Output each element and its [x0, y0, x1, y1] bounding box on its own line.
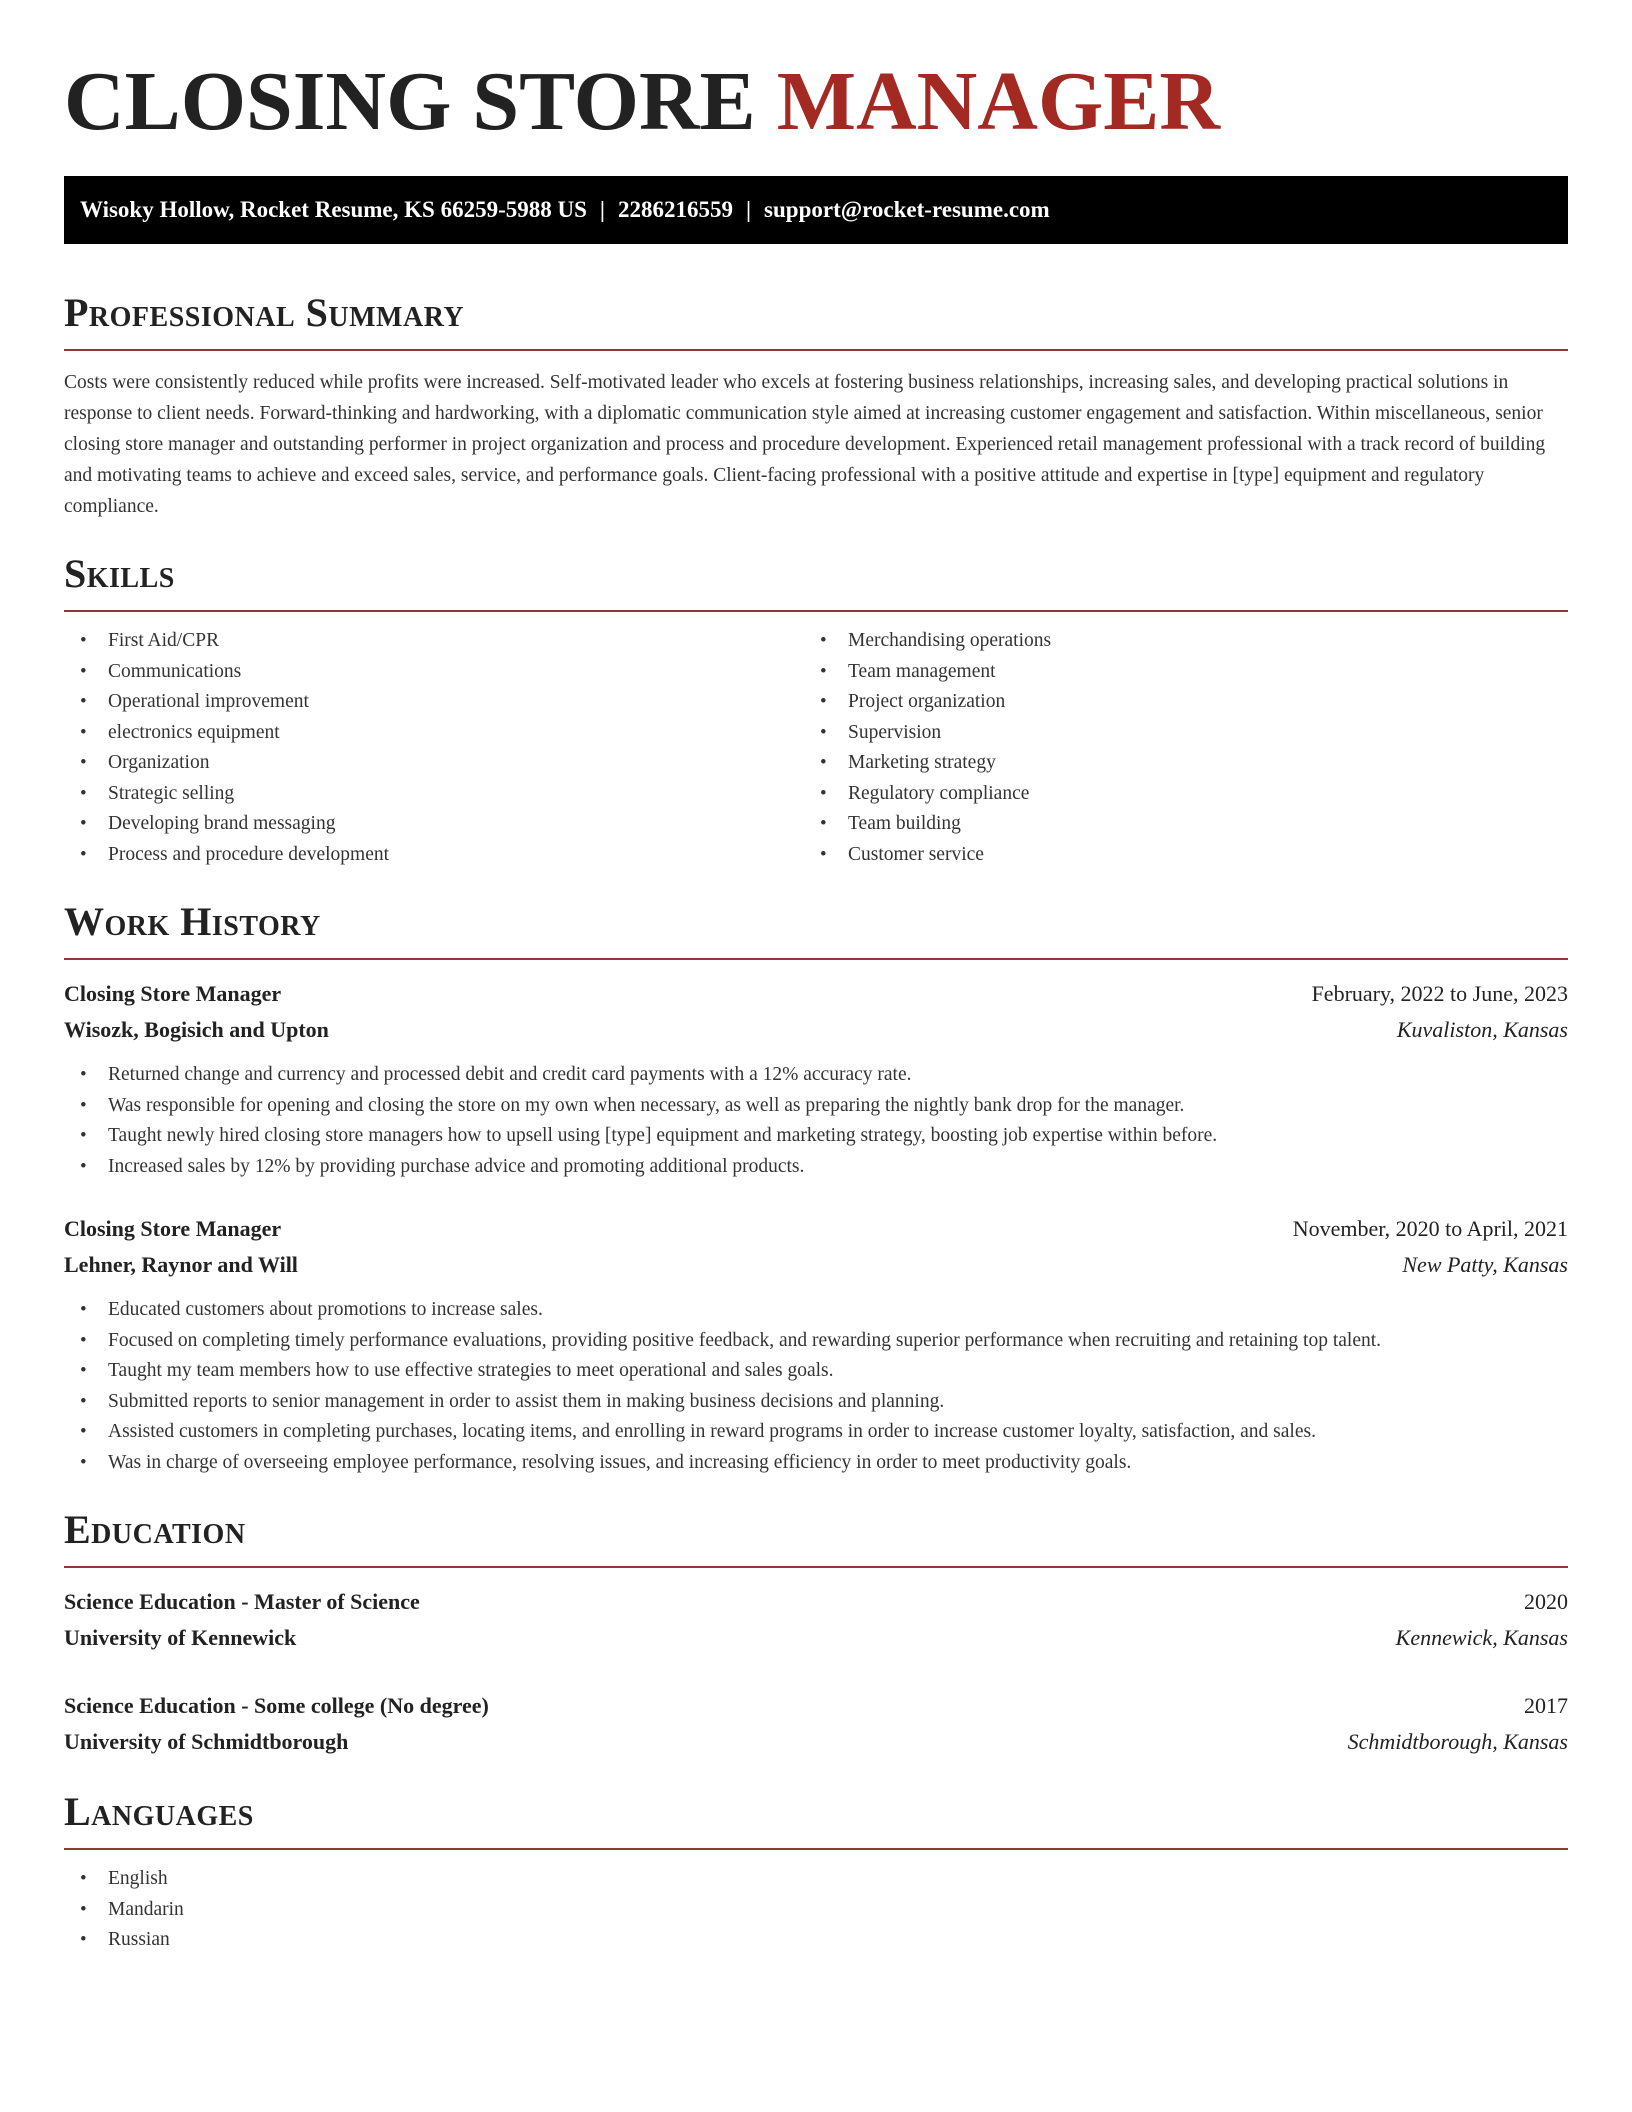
skills-columns: [64, 626, 1568, 870]
skills-section: [64, 550, 1568, 870]
skill-item: • Developing brand messaging: [64, 809, 804, 840]
skill-item: • First Aid/CPR: [64, 626, 804, 657]
education-location: Kennewick, Kansas: [1395, 1625, 1568, 1650]
job-bullet: • Focused on completing timely performance evaluations, providing positive feedback, and rewarding superior performance when recruiting and retaining top talent.: [64, 1326, 1568, 1357]
section-divider: [64, 958, 1568, 960]
job-bullet: • Assisted customers in completing purchases, locating items, and enrolling in reward programs in order to increase customer loyalty, satisfaction, and sales.: [64, 1417, 1568, 1448]
section-title-education: Education: [64, 1507, 246, 1552]
languages-list: [64, 1864, 1568, 1956]
contact-email: support@rocket-resume.com: [764, 197, 1050, 222]
education-entry: [64, 1584, 1568, 1656]
education-school: University of Kennewick: [64, 1625, 297, 1650]
language-item: • Russian: [64, 1925, 1568, 1956]
contact-bar: [64, 176, 1568, 244]
education-entry: [64, 1688, 1568, 1760]
job-bullet: • Was in charge of overseeing employee performance, resolving issues, and increasing efficiency in order to meet productivity goals.: [64, 1448, 1568, 1479]
job-bullet: • Taught my team members how to use effective strategies to meet operational and sales goals.: [64, 1356, 1568, 1387]
job-bullet: • Was responsible for opening and closing the store on my own when necessary, as well as preparing the nightly bank drop for the manager.: [64, 1091, 1568, 1122]
contact-separator: |: [599, 197, 605, 222]
contact-address: Wisoky Hollow, Rocket Resume, KS 66259-5988 US: [80, 197, 587, 222]
education-degree: Science Education - Master of Science: [64, 1589, 420, 1614]
language-item: • Mandarin: [64, 1895, 1568, 1926]
job-company: Lehner, Raynor and Will: [64, 1252, 298, 1277]
education-header: [64, 1584, 1568, 1620]
section-title-languages: Languages: [64, 1789, 254, 1834]
skill-item: • Process and procedure development: [64, 840, 804, 871]
skill-item: • Operational improvement: [64, 687, 804, 718]
skill-item: • Team building: [804, 809, 1544, 840]
education-school: University of Schmidtborough: [64, 1729, 349, 1754]
section-divider: [64, 1566, 1568, 1568]
education-year: 2020: [1524, 1589, 1568, 1614]
job-subheader: [64, 1012, 1568, 1048]
title-main: CLOSING STORE: [64, 55, 756, 148]
skill-item: • Organization: [64, 748, 804, 779]
contact-separator: |: [745, 197, 752, 222]
work-section: [64, 898, 1568, 1478]
skill-item: • Supervision: [804, 718, 1544, 749]
job-bullet: • Increased sales by 12% by providing purchase advice and promoting additional products.: [64, 1152, 1568, 1183]
skill-item: • Customer service: [804, 840, 1544, 871]
skill-item: • Team management: [804, 657, 1544, 688]
education-location: Schmidtborough, Kansas: [1347, 1729, 1568, 1754]
education-degree: Science Education - Some college (No degree): [64, 1693, 489, 1718]
education-subheader: [64, 1724, 1568, 1760]
contact-phone: 2286216559: [617, 197, 733, 222]
job-dates: February, 2022 to June, 2023: [1311, 981, 1568, 1006]
skill-item: • Project organization: [804, 687, 1544, 718]
job-company: Wisozk, Bogisich and Upton: [64, 1017, 329, 1042]
job-bullet: • Submitted reports to senior management in order to assist them in making business decisions and planning.: [64, 1387, 1568, 1418]
education-subheader: [64, 1620, 1568, 1656]
section-divider: [64, 1848, 1568, 1850]
job-header: [64, 976, 1568, 1012]
section-title-summary: Professional Summary: [64, 290, 465, 335]
job-subheader: [64, 1247, 1568, 1283]
skills-list-right: [804, 626, 1544, 870]
job-header: [64, 1211, 1568, 1247]
skill-item: • Communications: [64, 657, 804, 688]
job-bullet: • Educated customers about promotions to increase sales.: [64, 1295, 1568, 1326]
education-section: [64, 1506, 1568, 1760]
resume-title: [64, 0, 1568, 152]
skill-item: • electronics equipment: [64, 718, 804, 749]
languages-section: [64, 1788, 1568, 1956]
language-item: • English: [64, 1864, 1568, 1895]
job-entry: [64, 976, 1568, 1182]
skills-list-left: [64, 626, 804, 870]
job-title: Closing Store Manager: [64, 1216, 282, 1241]
section-divider: [64, 349, 1568, 351]
summary-section: [64, 289, 1568, 522]
skill-item: • Marketing strategy: [804, 748, 1544, 779]
job-bullet: • Taught newly hired closing store managers how to upsell using [type] equipment and marketing strategy, boosting job expertise within before.: [64, 1121, 1568, 1152]
job-location: Kuvaliston, Kansas: [1396, 1017, 1568, 1042]
skill-item: • Strategic selling: [64, 779, 804, 810]
job-location: New Patty, Kansas: [1402, 1252, 1568, 1277]
job-title: Closing Store Manager: [64, 981, 282, 1006]
section-divider: [64, 610, 1568, 612]
skill-item: • Merchandising operations: [804, 626, 1544, 657]
education-header: [64, 1688, 1568, 1724]
section-title-work: Work History: [64, 899, 321, 944]
title-accent: MANAGER: [776, 55, 1220, 148]
job-bullets: [64, 1295, 1568, 1478]
job-bullets: [64, 1060, 1568, 1182]
resume-page: [64, 0, 1568, 1956]
skill-item: • Regulatory compliance: [804, 779, 1544, 810]
job-entry: [64, 1211, 1568, 1478]
summary-text: Costs were consistently reduced while profits were increased. Self-motivated leader who excels at fostering business relationships, increasing sales, and developing practical solutions in response to client needs. Forward-thinking and hardworking, with a diplomatic communication style aimed at increasing customer engagement and satisfaction. Within miscellaneous, senior closing store manager and outstanding performer in project organization and process and procedure development. Experienced retail management professional with a track record of building and motivating teams to achieve and exceed sales, service, and performance goals. Client-facing professional with a positive attitude and expertise in [type] equipment and regulatory compliance.: [64, 372, 1546, 517]
job-dates: November, 2020 to April, 2021: [1292, 1216, 1568, 1241]
section-title-skills: Skills: [64, 551, 175, 596]
education-year: 2017: [1524, 1693, 1568, 1718]
job-bullet: • Returned change and currency and processed debit and credit card payments with a 12% accuracy rate.: [64, 1060, 1568, 1091]
